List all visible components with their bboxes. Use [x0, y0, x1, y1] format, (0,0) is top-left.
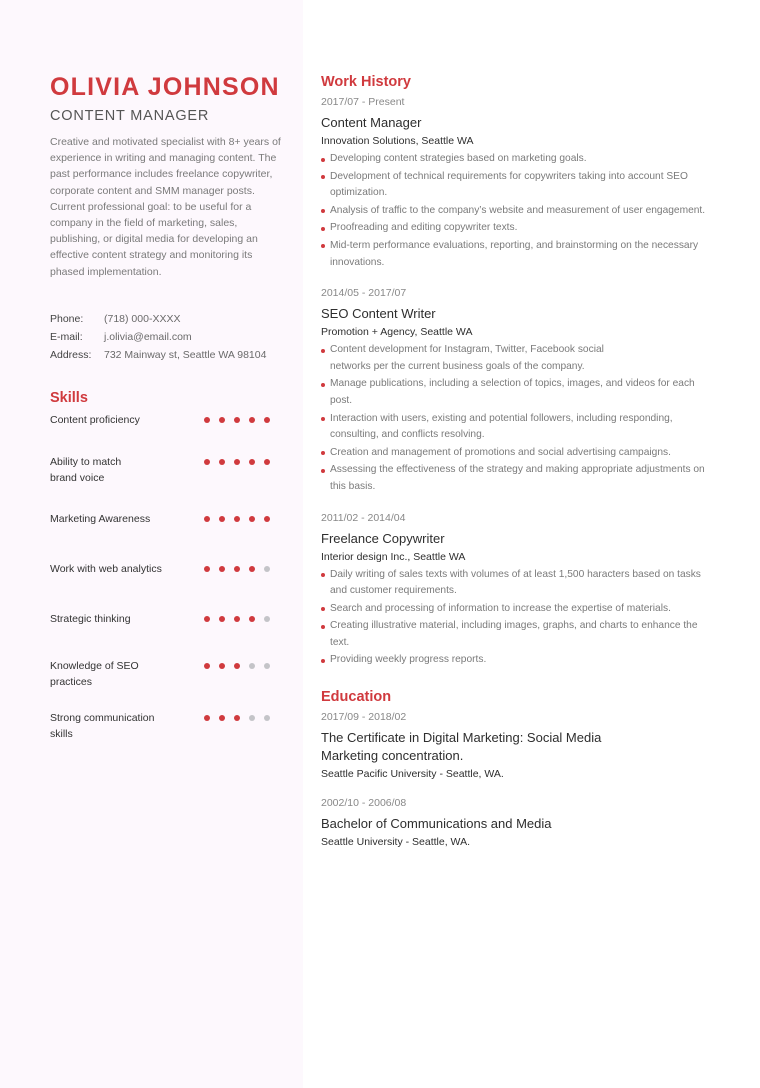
rating-dot-filled: [219, 715, 225, 721]
rating-dot-filled: [204, 566, 210, 572]
education-entry: [321, 710, 716, 782]
rating-dot-filled: [204, 516, 210, 522]
rating-dot-empty: [264, 566, 270, 572]
rating-dot-filled: [264, 516, 270, 522]
skill-label: Content proficiency: [50, 413, 140, 426]
rating-dot-filled: [264, 459, 270, 465]
skill-label: Ability to match brand voice: [50, 455, 122, 484]
contact-phone: [50, 310, 286, 328]
job-bullet: Interaction with users, existing and potential followers, including responding, consulting, and conflicts resolving.: [321, 411, 716, 444]
contact-label: Address:: [50, 348, 92, 361]
job-bullet: Content development for Instagram, Twitter, Facebook social networks per the current business goals of the company.: [321, 342, 630, 375]
education-school: Seattle Pacific University - Seattle, WA.: [321, 768, 504, 781]
job-bullet: Creating illustrative material, including images, graphs, and charts to enhance the text.: [321, 618, 716, 651]
education-entry: [321, 796, 716, 850]
contact-value: 732 Mainway st, Seattle WA 98104: [104, 348, 267, 361]
job-company: Innovation Solutions, Seattle WA: [321, 135, 474, 147]
work-history-heading: Work History: [321, 74, 411, 90]
rating-dot-filled: [204, 616, 210, 622]
profile-summary: Creative and motivated specialist with 8+ years of experience in writing and managing content. The past performance includes freelance copywriter, corporate content and SMM manager posts. Current professional goal: to be useful for a company in the field of marketing, sales, publishing, or digital media for developing an effective content strategy and monitoring its phased implementation.: [50, 136, 281, 278]
job-bullet: Analysis of traffic to the company’s website and measurement of user engagement.: [321, 203, 716, 220]
job-bullets: [321, 342, 716, 495]
contact-list: [50, 310, 286, 364]
rating-dot-filled: [219, 417, 225, 423]
job-title: Content Manager: [321, 115, 422, 130]
rating-dot-filled: [204, 663, 210, 669]
skill-rating: [204, 715, 270, 721]
candidate-role: CONTENT MANAGER: [50, 108, 210, 124]
rating-dot-empty: [249, 663, 255, 669]
job-bullet: Mid-term performance evaluations, reporting, and brainstorming on the necessary innovations.: [321, 238, 716, 271]
skill-rating: [204, 516, 270, 522]
contact-label: Phone:: [50, 312, 84, 325]
job-bullet: Assessing the effectiveness of the strategy and making appropriate adjustments on this basis.: [321, 462, 716, 495]
skill-list: [50, 412, 286, 760]
job-bullet: Providing weekly progress reports.: [321, 652, 716, 669]
job-company: Interior design Inc., Seattle WA: [321, 550, 466, 563]
skill-rating: [204, 663, 270, 669]
rating-dot-filled: [234, 566, 240, 572]
job-date: 2011/02 - 2014/04: [321, 511, 406, 524]
rating-dot-filled: [234, 417, 240, 423]
education-date: 2017/09 - 2018/02: [321, 711, 407, 724]
education-title: Bachelor of Communications and Media: [321, 816, 552, 832]
rating-dot-filled: [204, 417, 210, 423]
skills-heading: Skills: [50, 389, 88, 406]
contact-value: (718) 000-XXXX: [104, 312, 181, 325]
contact-email: [50, 328, 286, 346]
education-date: 2002/10 - 2006/08: [321, 797, 407, 810]
job-title: SEO Content Writer: [321, 306, 436, 322]
skill-row: [50, 710, 286, 760]
skill-rating: [204, 616, 270, 622]
skill-label: Knowledge of SEO practices: [50, 659, 139, 688]
job-bullets: [321, 567, 716, 670]
rating-dot-filled: [234, 715, 240, 721]
skill-label: Work with web analytics: [50, 562, 162, 575]
contact-address: [50, 346, 286, 364]
rating-dot-filled: [249, 616, 255, 622]
rating-dot-filled: [219, 616, 225, 622]
skill-row: [50, 511, 286, 561]
rating-dot-filled: [219, 566, 225, 572]
skill-rating: [204, 417, 270, 423]
job-bullet: Development of technical requirements for copywriters taking into account SEO optimization.: [321, 169, 716, 202]
rating-dot-filled: [204, 459, 210, 465]
rating-dot-filled: [234, 516, 240, 522]
rating-dot-filled: [264, 417, 270, 423]
rating-dot-filled: [249, 417, 255, 423]
skill-label: Strong communication skills: [50, 711, 155, 740]
job-bullet: Developing content strategies based on marketing goals.: [321, 151, 716, 168]
skill-label: Strategic thinking: [50, 612, 131, 625]
education-heading: Education: [321, 689, 392, 706]
right-column: [321, 72, 716, 864]
job-entry: [321, 511, 716, 670]
education-school: Seattle University - Seattle, WA.: [321, 836, 470, 849]
job-entry: [321, 286, 716, 495]
rating-dot-empty: [249, 715, 255, 721]
job-bullet: Proofreading and editing copywriter texts.: [321, 220, 716, 237]
skill-label: Marketing Awareness: [50, 512, 151, 525]
job-title: Freelance Copywriter: [321, 530, 445, 546]
contact-label: E-mail:: [50, 330, 83, 343]
skill-rating: [204, 459, 270, 465]
skill-row: [50, 412, 286, 454]
contact-value: j.olivia@email.com: [104, 330, 192, 343]
rating-dot-filled: [219, 459, 225, 465]
job-bullets: [321, 151, 716, 271]
job-bullet: Daily writing of sales texts with volumes of at least 1,500 haracters based on tasks and customer requirements.: [321, 567, 716, 600]
rating-dot-filled: [204, 715, 210, 721]
skill-row: [50, 611, 286, 658]
rating-dot-filled: [249, 459, 255, 465]
skill-row: [50, 658, 286, 710]
left-column: [50, 70, 286, 760]
candidate-name: OLIVIA JOHNSON: [50, 73, 280, 101]
job-bullet: Creation and management of promotions and social advertising campaigns.: [321, 445, 716, 462]
rating-dot-filled: [219, 663, 225, 669]
education-title: The Certificate in Digital Marketing: Social Media Marketing concentration.: [321, 730, 602, 764]
rating-dot-filled: [219, 516, 225, 522]
job-company: Promotion + Agency, Seattle WA: [321, 326, 473, 339]
job-entry: [321, 95, 716, 271]
rating-dot-filled: [249, 516, 255, 522]
job-date: 2014/05 - 2017/07: [321, 287, 407, 300]
rating-dot-filled: [234, 616, 240, 622]
education-section: [321, 687, 716, 850]
rating-dot-filled: [234, 459, 240, 465]
job-bullet: Search and processing of information to increase the expertise of materials.: [321, 601, 716, 618]
rating-dot-filled: [249, 566, 255, 572]
skill-row: [50, 561, 286, 611]
job-date: 2017/07 - Present: [321, 96, 405, 108]
skill-rating: [204, 566, 270, 572]
rating-dot-empty: [264, 663, 270, 669]
job-bullet: Manage publications, including a selection of topics, images, and videos for each post.: [321, 376, 716, 409]
skill-row: [50, 454, 286, 511]
rating-dot-filled: [234, 663, 240, 669]
rating-dot-empty: [264, 616, 270, 622]
rating-dot-empty: [264, 715, 270, 721]
